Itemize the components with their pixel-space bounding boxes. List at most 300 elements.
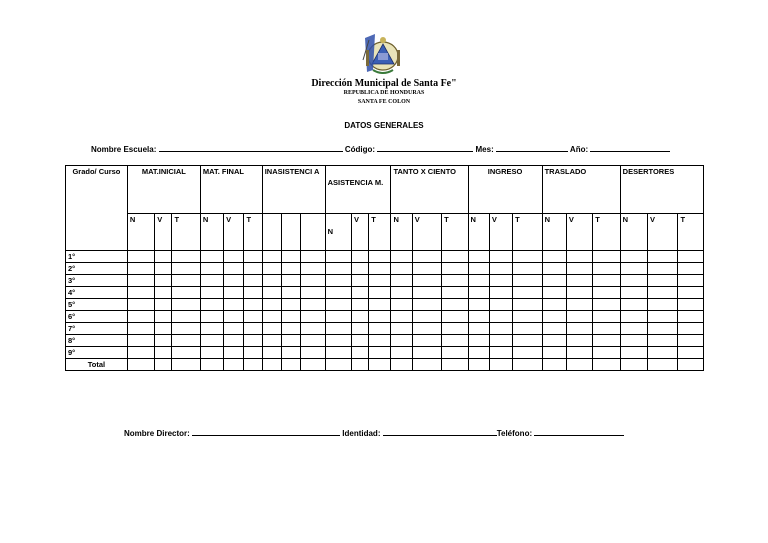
data-cell[interactable] xyxy=(325,287,351,299)
data-cell[interactable] xyxy=(442,359,468,371)
sub-v: V xyxy=(412,214,441,251)
data-cell[interactable] xyxy=(468,251,489,263)
data-cell[interactable] xyxy=(620,275,647,287)
data-cell[interactable] xyxy=(542,275,566,287)
data-cell[interactable] xyxy=(200,251,223,263)
data-cell[interactable] xyxy=(224,335,244,347)
data-cell[interactable] xyxy=(468,335,489,347)
data-cell[interactable] xyxy=(172,251,200,263)
data-cell[interactable] xyxy=(172,311,200,323)
data-cell[interactable] xyxy=(369,347,391,359)
data-cell[interactable] xyxy=(412,311,441,323)
row-grade-label: 5° xyxy=(66,299,128,311)
sub-t: T xyxy=(513,214,542,251)
sub-empty xyxy=(301,214,325,251)
identity-label: Identidad: xyxy=(342,429,381,438)
data-cell[interactable] xyxy=(391,311,412,323)
data-cell[interactable] xyxy=(369,311,391,323)
year-blank[interactable] xyxy=(590,143,670,152)
data-cell[interactable] xyxy=(391,335,412,347)
data-cell[interactable] xyxy=(369,263,391,275)
data-cell[interactable] xyxy=(566,311,592,323)
data-cell[interactable] xyxy=(369,275,391,287)
data-cell[interactable] xyxy=(620,323,647,335)
data-cell[interactable] xyxy=(301,347,325,359)
data-cell[interactable] xyxy=(325,323,351,335)
data-cell[interactable] xyxy=(200,263,223,275)
data-cell[interactable] xyxy=(301,287,325,299)
data-cell[interactable] xyxy=(244,287,262,299)
data-cell[interactable] xyxy=(262,275,281,287)
data-cell[interactable] xyxy=(281,251,300,263)
data-cell[interactable] xyxy=(172,263,200,275)
table-header-groups xyxy=(66,166,704,214)
data-cell[interactable] xyxy=(172,359,200,371)
data-cell[interactable] xyxy=(224,263,244,275)
sub-v: V xyxy=(155,214,172,251)
data-cell[interactable] xyxy=(620,263,647,275)
data-cell[interactable] xyxy=(513,299,542,311)
data-cell[interactable] xyxy=(566,347,592,359)
data-cell[interactable] xyxy=(678,335,704,347)
data-cell[interactable] xyxy=(351,263,368,275)
data-cell[interactable] xyxy=(678,347,704,359)
data-cell[interactable] xyxy=(648,359,678,371)
ingreso-header: INGRESO xyxy=(468,166,542,214)
data-cell[interactable] xyxy=(325,299,351,311)
issuer-title: Dirección Municipal de Santa Fe" xyxy=(311,78,457,89)
data-cell[interactable] xyxy=(301,251,325,263)
sub-n: N xyxy=(127,214,154,251)
data-cell[interactable] xyxy=(127,347,154,359)
row-grade-label: 6° xyxy=(66,311,128,323)
data-cell[interactable] xyxy=(351,287,368,299)
table-row xyxy=(66,323,704,335)
data-cell[interactable] xyxy=(468,359,489,371)
data-cell[interactable] xyxy=(351,251,368,263)
traslado-header: TRASLADO xyxy=(542,166,620,214)
data-cell[interactable] xyxy=(648,287,678,299)
data-cell[interactable] xyxy=(224,275,244,287)
data-cell[interactable] xyxy=(593,275,620,287)
data-cell[interactable] xyxy=(648,347,678,359)
data-cell[interactable] xyxy=(513,275,542,287)
data-cell[interactable] xyxy=(648,323,678,335)
data-cell[interactable] xyxy=(566,263,592,275)
data-cell[interactable] xyxy=(489,251,512,263)
data-cell[interactable] xyxy=(200,323,223,335)
director-label: Nombre Director: xyxy=(124,429,190,438)
sub-v: V xyxy=(566,214,592,251)
data-cell[interactable] xyxy=(127,335,154,347)
data-cell[interactable] xyxy=(513,323,542,335)
data-cell[interactable] xyxy=(678,251,704,263)
data-cell[interactable] xyxy=(489,323,512,335)
data-cell[interactable] xyxy=(468,347,489,359)
identity-blank[interactable] xyxy=(383,427,497,436)
data-cell[interactable] xyxy=(127,251,154,263)
data-cell[interactable] xyxy=(281,263,300,275)
data-cell[interactable] xyxy=(391,287,412,299)
sub-t: T xyxy=(244,214,262,251)
table-row xyxy=(66,347,704,359)
table-row xyxy=(66,335,704,347)
data-cell[interactable] xyxy=(301,335,325,347)
table-header-subcols xyxy=(66,214,704,251)
data-cell[interactable] xyxy=(325,335,351,347)
data-cell[interactable] xyxy=(301,311,325,323)
data-cell[interactable] xyxy=(620,311,647,323)
data-cell[interactable] xyxy=(566,335,592,347)
data-cell[interactable] xyxy=(172,299,200,311)
data-cell[interactable] xyxy=(542,335,566,347)
data-cell[interactable] xyxy=(155,335,172,347)
data-cell[interactable] xyxy=(155,263,172,275)
data-cell[interactable] xyxy=(620,287,647,299)
data-cell[interactable] xyxy=(369,251,391,263)
data-cell[interactable] xyxy=(678,263,704,275)
data-cell[interactable] xyxy=(262,347,281,359)
data-cell[interactable] xyxy=(200,359,223,371)
data-cell[interactable] xyxy=(513,311,542,323)
data-cell[interactable] xyxy=(224,323,244,335)
row-grade-label: 9° xyxy=(66,347,128,359)
data-cell[interactable] xyxy=(513,359,542,371)
row-grade-label: 8° xyxy=(66,335,128,347)
data-cell[interactable] xyxy=(391,299,412,311)
data-cell[interactable] xyxy=(566,275,592,287)
data-cell[interactable] xyxy=(412,275,441,287)
data-cell[interactable] xyxy=(412,347,441,359)
month-label: Mes: xyxy=(475,145,494,154)
data-cell[interactable] xyxy=(489,287,512,299)
data-cell[interactable] xyxy=(593,263,620,275)
data-cell[interactable] xyxy=(262,323,281,335)
sub-n: N xyxy=(200,214,223,251)
data-cell[interactable] xyxy=(155,275,172,287)
sub-v: V xyxy=(351,214,368,251)
data-cell[interactable] xyxy=(678,275,704,287)
data-cell[interactable] xyxy=(489,275,512,287)
data-cell[interactable] xyxy=(369,287,391,299)
data-cell[interactable] xyxy=(513,335,542,347)
data-cell[interactable] xyxy=(127,275,154,287)
data-cell[interactable] xyxy=(369,359,391,371)
data-cell[interactable] xyxy=(468,299,489,311)
data-cell[interactable] xyxy=(224,347,244,359)
data-cell[interactable] xyxy=(155,359,172,371)
data-cell[interactable] xyxy=(391,323,412,335)
row-grade-label: 2° xyxy=(66,263,128,275)
phone-blank[interactable] xyxy=(534,427,624,436)
data-cell[interactable] xyxy=(224,287,244,299)
data-cell[interactable] xyxy=(244,323,262,335)
code-blank[interactable] xyxy=(377,143,473,152)
data-cell[interactable] xyxy=(489,263,512,275)
data-cell[interactable] xyxy=(412,299,441,311)
data-cell[interactable] xyxy=(155,311,172,323)
data-cell[interactable] xyxy=(281,347,300,359)
data-cell[interactable] xyxy=(301,323,325,335)
data-cell[interactable] xyxy=(678,299,704,311)
data-cell[interactable] xyxy=(351,311,368,323)
data-cell[interactable] xyxy=(412,323,441,335)
data-cell[interactable] xyxy=(442,311,468,323)
data-cell[interactable] xyxy=(542,263,566,275)
data-cell[interactable] xyxy=(351,323,368,335)
data-cell[interactable] xyxy=(301,275,325,287)
data-cell[interactable] xyxy=(325,251,351,263)
data-cell[interactable] xyxy=(200,335,223,347)
data-cell[interactable] xyxy=(369,323,391,335)
data-cell[interactable] xyxy=(542,359,566,371)
data-cell[interactable] xyxy=(281,323,300,335)
data-cell[interactable] xyxy=(391,251,412,263)
data-cell[interactable] xyxy=(244,335,262,347)
row-grade-label: 4° xyxy=(66,287,128,299)
data-cell[interactable] xyxy=(513,263,542,275)
data-cell[interactable] xyxy=(678,311,704,323)
year-label: Año: xyxy=(569,145,589,154)
data-cell[interactable] xyxy=(351,335,368,347)
data-cell[interactable] xyxy=(325,359,351,371)
data-cell[interactable] xyxy=(351,299,368,311)
data-cell[interactable] xyxy=(127,323,154,335)
data-cell[interactable] xyxy=(127,299,154,311)
data-cell[interactable] xyxy=(412,335,441,347)
data-cell[interactable] xyxy=(489,299,512,311)
data-cell[interactable] xyxy=(648,275,678,287)
row-grade-label: 3° xyxy=(66,275,128,287)
data-cell[interactable] xyxy=(200,287,223,299)
data-cell[interactable] xyxy=(412,251,441,263)
data-cell[interactable] xyxy=(542,323,566,335)
data-cell[interactable] xyxy=(172,275,200,287)
sub-t: T xyxy=(442,214,468,251)
data-cell[interactable] xyxy=(351,347,368,359)
data-cell[interactable] xyxy=(678,359,704,371)
data-cell[interactable] xyxy=(442,287,468,299)
data-cell[interactable] xyxy=(542,287,566,299)
data-cell[interactable] xyxy=(127,263,154,275)
data-cell[interactable] xyxy=(593,311,620,323)
data-cell[interactable] xyxy=(620,335,647,347)
data-cell[interactable] xyxy=(244,359,262,371)
data-cell[interactable] xyxy=(127,287,154,299)
data-cell[interactable] xyxy=(648,251,678,263)
data-cell[interactable] xyxy=(489,311,512,323)
data-cell[interactable] xyxy=(262,359,281,371)
table-row xyxy=(66,299,704,311)
data-cell[interactable] xyxy=(678,287,704,299)
sub-n: N xyxy=(468,214,489,251)
data-cell[interactable] xyxy=(224,359,244,371)
data-cell[interactable] xyxy=(172,335,200,347)
data-cell[interactable] xyxy=(301,299,325,311)
school-name-label: Nombre Escuela: xyxy=(91,145,157,154)
sub-t: T xyxy=(593,214,620,251)
data-cell[interactable] xyxy=(224,251,244,263)
data-cell[interactable] xyxy=(155,347,172,359)
data-cell[interactable] xyxy=(172,347,200,359)
data-cell[interactable] xyxy=(244,263,262,275)
tanto-ciento-header: TANTO X CIENTO xyxy=(391,166,468,214)
data-cell[interactable] xyxy=(224,311,244,323)
data-cell[interactable] xyxy=(648,311,678,323)
data-cell[interactable] xyxy=(648,335,678,347)
data-cell[interactable] xyxy=(155,287,172,299)
data-cell[interactable] xyxy=(566,323,592,335)
data-cell[interactable] xyxy=(412,263,441,275)
data-cell[interactable] xyxy=(351,359,368,371)
data-cell[interactable] xyxy=(155,251,172,263)
data-cell[interactable] xyxy=(566,287,592,299)
row-grade-label: 1° xyxy=(66,251,128,263)
sub-n: N xyxy=(325,214,351,251)
footer-field-row xyxy=(124,427,624,438)
data-cell[interactable] xyxy=(262,287,281,299)
director-blank[interactable] xyxy=(192,427,340,436)
data-cell[interactable] xyxy=(620,347,647,359)
data-cell[interactable] xyxy=(648,299,678,311)
coat-of-arms-emblem xyxy=(359,30,407,76)
data-cell[interactable] xyxy=(369,335,391,347)
data-cell[interactable] xyxy=(281,275,300,287)
sub-empty xyxy=(262,214,281,251)
data-cell[interactable] xyxy=(281,311,300,323)
data-cell[interactable] xyxy=(442,263,468,275)
data-cell[interactable] xyxy=(442,323,468,335)
data-cell[interactable] xyxy=(442,251,468,263)
data-cell[interactable] xyxy=(468,323,489,335)
data-cell[interactable] xyxy=(244,299,262,311)
phone-label: Teléfono: xyxy=(496,429,533,438)
data-cell[interactable] xyxy=(262,299,281,311)
data-cell[interactable] xyxy=(262,335,281,347)
data-cell[interactable] xyxy=(127,359,154,371)
data-cell[interactable] xyxy=(593,359,620,371)
data-cell[interactable] xyxy=(513,347,542,359)
data-cell[interactable] xyxy=(200,311,223,323)
sub-t: T xyxy=(172,214,200,251)
data-cell[interactable] xyxy=(513,287,542,299)
table-row xyxy=(66,263,704,275)
data-cell[interactable] xyxy=(391,359,412,371)
data-cell[interactable] xyxy=(281,287,300,299)
data-cell[interactable] xyxy=(468,263,489,275)
data-cell[interactable] xyxy=(412,359,441,371)
data-cell[interactable] xyxy=(262,263,281,275)
data-cell[interactable] xyxy=(224,299,244,311)
data-cell[interactable] xyxy=(468,275,489,287)
data-cell[interactable] xyxy=(301,263,325,275)
data-cell[interactable] xyxy=(620,299,647,311)
row-grade-label: 7° xyxy=(66,323,128,335)
data-cell[interactable] xyxy=(172,287,200,299)
data-cell[interactable] xyxy=(391,347,412,359)
data-cell[interactable] xyxy=(542,251,566,263)
issuer-location: SANTA FE COLON xyxy=(357,99,411,105)
data-cell[interactable] xyxy=(172,323,200,335)
data-cell[interactable] xyxy=(301,359,325,371)
data-cell[interactable] xyxy=(593,323,620,335)
data-cell[interactable] xyxy=(369,299,391,311)
data-cell[interactable] xyxy=(325,275,351,287)
data-cell[interactable] xyxy=(127,311,154,323)
data-cell[interactable] xyxy=(244,311,262,323)
data-cell[interactable] xyxy=(262,311,281,323)
data-cell[interactable] xyxy=(244,251,262,263)
school-name-blank[interactable] xyxy=(159,143,343,152)
table-row xyxy=(66,311,704,323)
data-cell[interactable] xyxy=(566,251,592,263)
data-cell[interactable] xyxy=(468,311,489,323)
data-cell[interactable] xyxy=(244,275,262,287)
data-cell[interactable] xyxy=(593,287,620,299)
data-cell[interactable] xyxy=(442,335,468,347)
data-cell[interactable] xyxy=(325,311,351,323)
data-cell[interactable] xyxy=(442,299,468,311)
data-cell[interactable] xyxy=(281,335,300,347)
data-cell[interactable] xyxy=(412,287,441,299)
data-cell[interactable] xyxy=(489,335,512,347)
grade-course-header: Grado/ Curso xyxy=(66,166,128,251)
data-cell[interactable] xyxy=(281,299,300,311)
data-cell[interactable] xyxy=(281,359,300,371)
data-cell[interactable] xyxy=(593,335,620,347)
desertores-header: DESERTORES xyxy=(620,166,703,214)
sub-v: V xyxy=(224,214,244,251)
data-cell[interactable] xyxy=(489,347,512,359)
data-cell[interactable] xyxy=(620,359,647,371)
data-cell[interactable] xyxy=(620,251,647,263)
data-cell[interactable] xyxy=(325,263,351,275)
data-cell[interactable] xyxy=(593,347,620,359)
data-cell[interactable] xyxy=(244,347,262,359)
data-cell[interactable] xyxy=(566,359,592,371)
data-cell[interactable] xyxy=(542,299,566,311)
data-cell[interactable] xyxy=(200,299,223,311)
data-cell[interactable] xyxy=(593,299,620,311)
data-cell[interactable] xyxy=(351,275,368,287)
data-cell[interactable] xyxy=(566,299,592,311)
data-cell[interactable] xyxy=(468,287,489,299)
data-cell[interactable] xyxy=(648,263,678,275)
data-cell[interactable] xyxy=(391,275,412,287)
data-cell[interactable] xyxy=(155,299,172,311)
data-cell[interactable] xyxy=(442,347,468,359)
data-cell[interactable] xyxy=(513,251,542,263)
asistencia-header: ASISTENCIA M. xyxy=(325,166,391,214)
data-cell[interactable] xyxy=(325,347,351,359)
data-cell[interactable] xyxy=(442,275,468,287)
data-cell[interactable] xyxy=(262,251,281,263)
data-cell[interactable] xyxy=(678,323,704,335)
code-label: Código: xyxy=(344,145,376,154)
data-cell[interactable] xyxy=(391,263,412,275)
data-cell[interactable] xyxy=(200,275,223,287)
data-cell[interactable] xyxy=(155,323,172,335)
data-cell[interactable] xyxy=(489,359,512,371)
data-cell[interactable] xyxy=(542,347,566,359)
month-blank[interactable] xyxy=(496,143,568,152)
sub-t: T xyxy=(678,214,704,251)
data-cell[interactable] xyxy=(200,347,223,359)
data-cell[interactable] xyxy=(542,311,566,323)
data-cell[interactable] xyxy=(593,251,620,263)
sub-n: N xyxy=(391,214,412,251)
table-body xyxy=(66,251,704,371)
